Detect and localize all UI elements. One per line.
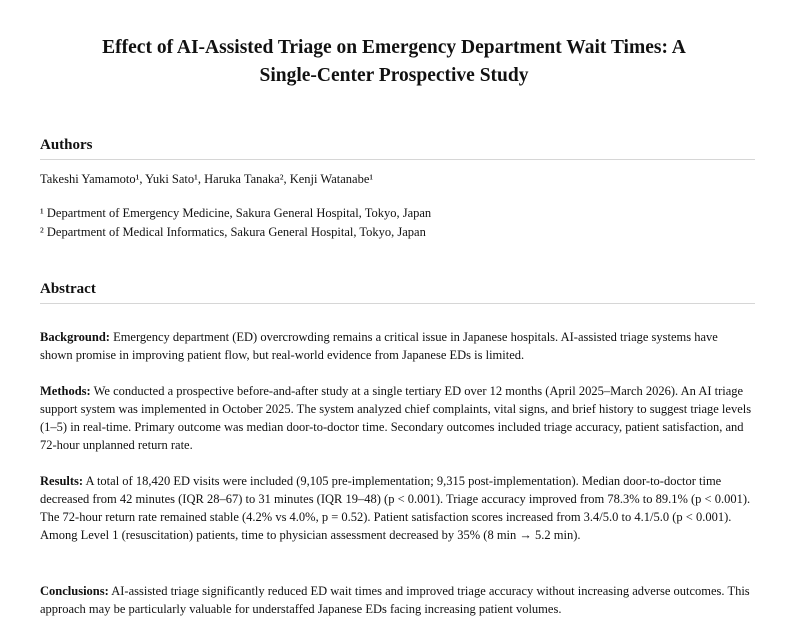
abstract-results <box>40 472 752 544</box>
background-label: Background: <box>40 330 110 344</box>
abstract-methods <box>40 382 752 454</box>
abstract-background <box>40 328 752 364</box>
authors-heading: Authors <box>40 135 755 160</box>
conclusions-label: Conclusions: <box>40 584 109 598</box>
paper-title <box>60 34 728 90</box>
author-list: Takeshi Yamamoto¹, Yuki Sato¹, Haruka Tanaka², Kenji Watanabe¹ <box>40 172 374 186</box>
methods-text: We conducted a prospective before-and-after study at a single tertiary ED over 12 months (April 2025–March 2026). An AI triage support system was implemented in October 2025. The system analyzed chief complaints, vital signs, and brief history to suggest triage levels (1–5) in real-time. Primary outcome was median door-to-doctor time. Secondary outcomes included triage accuracy, patient satisfaction, and 72-hour unplanned return rate. <box>40 384 752 452</box>
abstract-conclusions <box>40 582 752 618</box>
affiliation-2: ² Department of Medical Informatics, Sakura General Hospital, Tokyo, Japan <box>40 225 426 239</box>
conclusions-text: AI-assisted triage significantly reduced ED wait times and improved triage accuracy without increasing adverse outcomes. This approach may be particularly valuable for understaffed Japanese EDs facing increasing patient volumes. <box>40 584 750 616</box>
affiliation-1: ¹ Department of Emergency Medicine, Sakura General Hospital, Tokyo, Japan <box>40 206 432 220</box>
results-label: Results: <box>40 474 84 488</box>
methods-label: Methods: <box>40 384 91 398</box>
title-line-1: Effect of AI-Assisted Triage on Emergency Department Wait Times: A <box>102 37 686 58</box>
results-text: A total of 18,420 ED visits were included (9,105 pre-implementation; 9,315 post-implementation). Median door-to-doctor time decreased from 42 minutes (IQR 28–67) to 31 minutes (IQR 19–48) (p < 0.001). Triage accuracy improved from 78.3% to 89.1% (p < 0.001). The 72-hour return rate remained stable (4.2% vs 4.0%, p = 0.52). Patient satisfaction scores increased from 3.4/5.0 to 4.1/5.0 (p < 0.001). Among Level 1 (resuscitation) patients, time to physician assessment decreased by 35% (8 min → 5.2 min). <box>40 474 751 542</box>
abstract-heading: Abstract <box>40 279 755 304</box>
title-line-2: Single-Center Prospective Study <box>259 65 529 86</box>
background-text: Emergency department (ED) overcrowding remains a critical issue in Japanese hospitals. AI-assisted triage systems have shown promise in improving patient flow, but real-world evidence from Japanese EDs is limited. <box>40 330 718 362</box>
